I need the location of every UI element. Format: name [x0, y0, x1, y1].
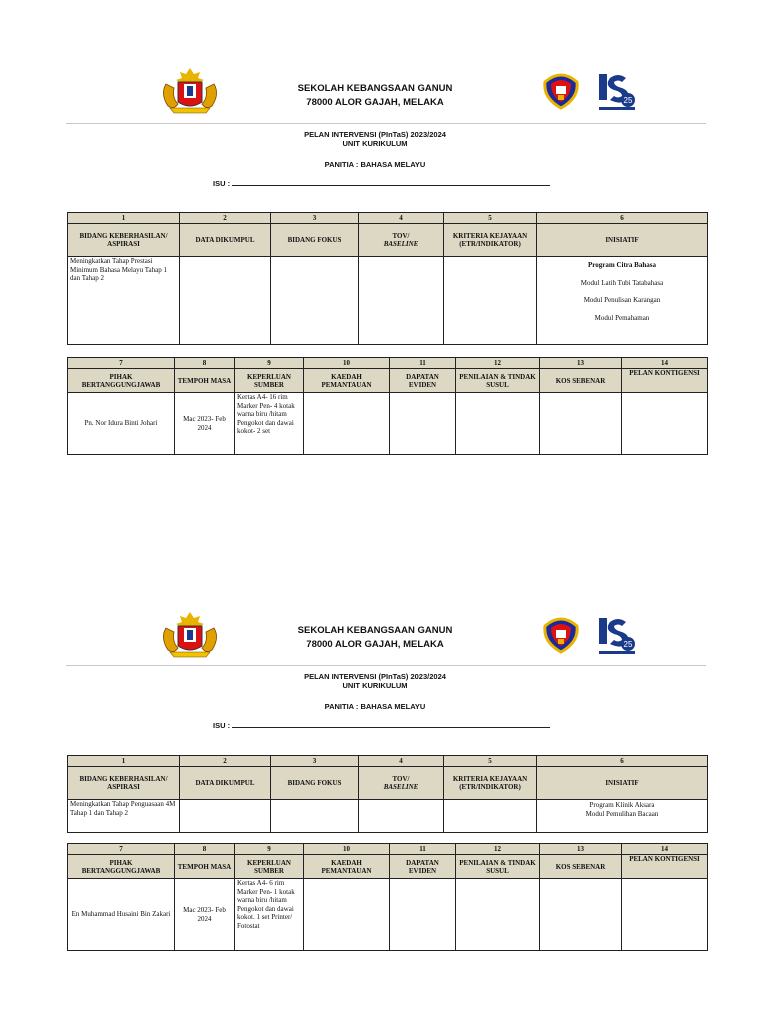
- school-name: SEKOLAH KEBANGSAAN GANUN: [297, 83, 453, 94]
- header-data: DATA DIKUMPUL: [180, 767, 271, 800]
- header-tov-text: TOV/: [392, 775, 410, 783]
- header-baseline: BASELINE: [383, 240, 419, 248]
- school-name: SEKOLAH KEBANGSAAN GANUN: [297, 625, 453, 636]
- header-keperluan: KEPERLUAN SUMBER: [235, 855, 304, 879]
- header-kaedah: KAEDAH PEMANTAUAN: [304, 855, 390, 879]
- cell-tempoh: Mac 2023- Feb 2024: [175, 393, 235, 455]
- inisiatif-item: Modul Latih Tubi Tatabahasa: [580, 278, 664, 287]
- header-tempoh: TEMPOH MASA: [175, 369, 235, 393]
- col-number: 12: [456, 358, 540, 369]
- col-number: 2: [180, 213, 271, 224]
- cell-fokus: [271, 257, 359, 345]
- header-tov: [359, 767, 444, 800]
- cell-dapatan: [390, 879, 456, 951]
- plan-title-text: PELAN INTERVENSI (PInTaS) 2023/2024: [304, 130, 446, 139]
- isu-field: [213, 720, 550, 730]
- is25-text: 25: [623, 96, 633, 105]
- header-fokus: BIDANG FOKUS: [271, 767, 359, 800]
- header-row: [68, 767, 708, 800]
- header-baseline: BASELINE: [383, 783, 419, 791]
- header-bidang: BIDANG KEBERHASILAN/ ASPIRASI: [68, 224, 180, 257]
- column-number-row: [68, 756, 708, 767]
- cell-fokus: [271, 800, 359, 833]
- col-number: 11: [390, 358, 456, 369]
- cell-bidang: Meningkatkan Tahap Penguasaan 4M Tahap 1 dan Tahap 2: [68, 800, 180, 833]
- isu-label: ISU :: [213, 179, 231, 188]
- col-number: 3: [271, 213, 359, 224]
- column-number-row: [68, 844, 708, 855]
- cell-kaedah: [304, 393, 390, 455]
- panitia-text: PANITIA : BAHASA MELAYU: [324, 160, 426, 169]
- cell-pihak: En Muhammad Husaini Bin Zakari: [68, 879, 175, 951]
- header-inisiatif: INISIATIF: [537, 767, 708, 800]
- school-badge-icon: [540, 72, 582, 110]
- header-kriteria: KRITERIA KEJAYAAN (ETR/INDIKATOR): [444, 224, 537, 257]
- col-number: 7: [68, 844, 175, 855]
- header-kos: KOS SEBENAR: [540, 369, 622, 393]
- header-fokus: BIDANG FOKUS: [271, 224, 359, 257]
- column-number-row: [68, 358, 708, 369]
- header-kaedah: KAEDAH PEMANTAUAN: [304, 369, 390, 393]
- col-number: 8: [175, 844, 235, 855]
- header-row: [68, 855, 708, 879]
- is25-logo-icon: [596, 614, 638, 656]
- cell-tov: [359, 257, 444, 345]
- cell-keperluan: Kertas A4- 16 rim Marker Pen- 4 kotak warna biru /hitam Pengokot dan dawai kokot- 2 set: [235, 393, 304, 455]
- header-bidang: BIDANG KEBERHASILAN/ ASPIRASI: [68, 767, 180, 800]
- header-dapatan: DAPATAN EVIDEN: [390, 369, 456, 393]
- plan-title: [220, 130, 530, 148]
- header-row: [68, 369, 708, 393]
- cell-kriteria: [444, 800, 537, 833]
- cell-dapatan: [390, 393, 456, 455]
- header-pelan: PELAN KONTIGENSI: [622, 369, 708, 393]
- cell-inisiatif: [537, 800, 708, 833]
- header-pihak: PIHAK BERTANGGUNGJAWAB: [68, 369, 175, 393]
- col-number: 6: [537, 213, 708, 224]
- header-tempoh: TEMPOH MASA: [175, 855, 235, 879]
- inisiatif-item: Modul Pemahaman: [594, 313, 650, 322]
- header-keperluan: KEPERLUAN SUMBER: [235, 369, 304, 393]
- cell-data: [180, 800, 271, 833]
- header-row: [68, 224, 708, 257]
- cell-penilaian: [456, 393, 540, 455]
- header-kriteria: KRITERIA KEJAYAAN (ETR/INDIKATOR): [444, 767, 537, 800]
- cell-tempoh: Mac 2023- Feb 2024: [175, 879, 235, 951]
- isu-blank-line: [232, 178, 550, 186]
- isu-blank-line: [232, 720, 550, 728]
- col-number: 9: [235, 844, 304, 855]
- col-number: 13: [540, 358, 622, 369]
- col-number: 5: [444, 213, 537, 224]
- header-divider: [66, 665, 706, 666]
- school-header: [270, 82, 480, 110]
- header-divider: [66, 123, 706, 124]
- plan-title-text: PELAN INTERVENSI (PInTaS) 2023/2024: [304, 672, 446, 681]
- cell-pelan: [622, 393, 708, 455]
- col-number: 5: [444, 756, 537, 767]
- inisiatif-title: Program Citra Bahasa: [588, 261, 656, 269]
- plan-table-1: [67, 212, 708, 345]
- col-number: 2: [180, 756, 271, 767]
- plan-title: [220, 672, 530, 690]
- plan-table-2: [67, 843, 708, 951]
- cell-kos: [540, 879, 622, 951]
- school-header: [270, 624, 480, 652]
- cell-pelan: [622, 879, 708, 951]
- col-number: 1: [68, 756, 180, 767]
- cell-kriteria: [444, 257, 537, 345]
- header-kos: KOS SEBENAR: [540, 855, 622, 879]
- cell-tov: [359, 800, 444, 833]
- inisiatif-item: Modul Pemulihan Bacaan: [585, 809, 659, 818]
- unit-text: UNIT KURIKULUM: [342, 139, 408, 148]
- table-row: [68, 879, 708, 951]
- col-number: 1: [68, 213, 180, 224]
- col-number: 14: [622, 358, 708, 369]
- isu-label: ISU :: [213, 721, 231, 730]
- table-row: [68, 800, 708, 833]
- header-penilaian: PENILAIAN & TINDAK SUSUL: [456, 369, 540, 393]
- column-number-row: [68, 213, 708, 224]
- table-row: [68, 257, 708, 345]
- col-number: 9: [235, 358, 304, 369]
- col-number: 11: [390, 844, 456, 855]
- col-number: 7: [68, 358, 175, 369]
- header-tov-text: TOV/: [392, 232, 410, 240]
- header-pelan: PELAN KONTIGENSI: [622, 855, 708, 879]
- isu-field: [213, 178, 550, 188]
- is25-logo-icon: [596, 70, 638, 112]
- col-number: 14: [622, 844, 708, 855]
- school-address: 78000 ALOR GAJAH, MELAKA: [306, 97, 444, 108]
- cell-pihak: Pn. Nor Idura Binti Johari: [68, 393, 175, 455]
- school-address: 78000 ALOR GAJAH, MELAKA: [306, 639, 444, 650]
- is25-text: 25: [623, 640, 633, 649]
- jata-negara-icon: [160, 610, 222, 660]
- cell-data: [180, 257, 271, 345]
- col-number: 10: [304, 844, 390, 855]
- panitia-text: PANITIA : BAHASA MELAYU: [324, 702, 426, 711]
- header-data: DATA DIKUMPUL: [180, 224, 271, 257]
- col-number: 13: [540, 844, 622, 855]
- cell-kos: [540, 393, 622, 455]
- header-penilaian: PENILAIAN & TINDAK SUSUL: [456, 855, 540, 879]
- cell-bidang: Meningkatkan Tahap Prestasi Minimum Bahasa Melayu Tahap 1 dan Tahap 2: [68, 257, 180, 345]
- header-inisiatif: INISIATIF: [537, 224, 708, 257]
- plan-table-1: [67, 755, 708, 833]
- cell-inisiatif: [537, 257, 708, 345]
- unit-text: UNIT KURIKULUM: [342, 681, 408, 690]
- col-number: 3: [271, 756, 359, 767]
- cell-kaedah: [304, 879, 390, 951]
- col-number: 4: [359, 756, 444, 767]
- inisiatif-item: Modul Penulisan Karangan: [583, 296, 661, 304]
- school-badge-icon: [540, 616, 582, 654]
- header-pihak: PIHAK BERTANGGUNGJAWAB: [68, 855, 175, 879]
- col-number: 12: [456, 844, 540, 855]
- cell-keperluan: Kertas A4- 6 rim Marker Pen- 1 kotak warna biru /hitam Pengokot dan dawai kokot. 1 set Printer/ Fotostat: [235, 879, 304, 951]
- col-number: 8: [175, 358, 235, 369]
- plan-table-2: [67, 357, 708, 455]
- cell-penilaian: [456, 879, 540, 951]
- col-number: 4: [359, 213, 444, 224]
- header-dapatan: DAPATAN EVIDEN: [390, 855, 456, 879]
- col-number: 6: [537, 756, 708, 767]
- table-row: [68, 393, 708, 455]
- inisiatif-title: Program Klinik Aksara: [589, 801, 655, 809]
- col-number: 10: [304, 358, 390, 369]
- header-tov: [359, 224, 444, 257]
- jata-negara-icon: [160, 66, 222, 116]
